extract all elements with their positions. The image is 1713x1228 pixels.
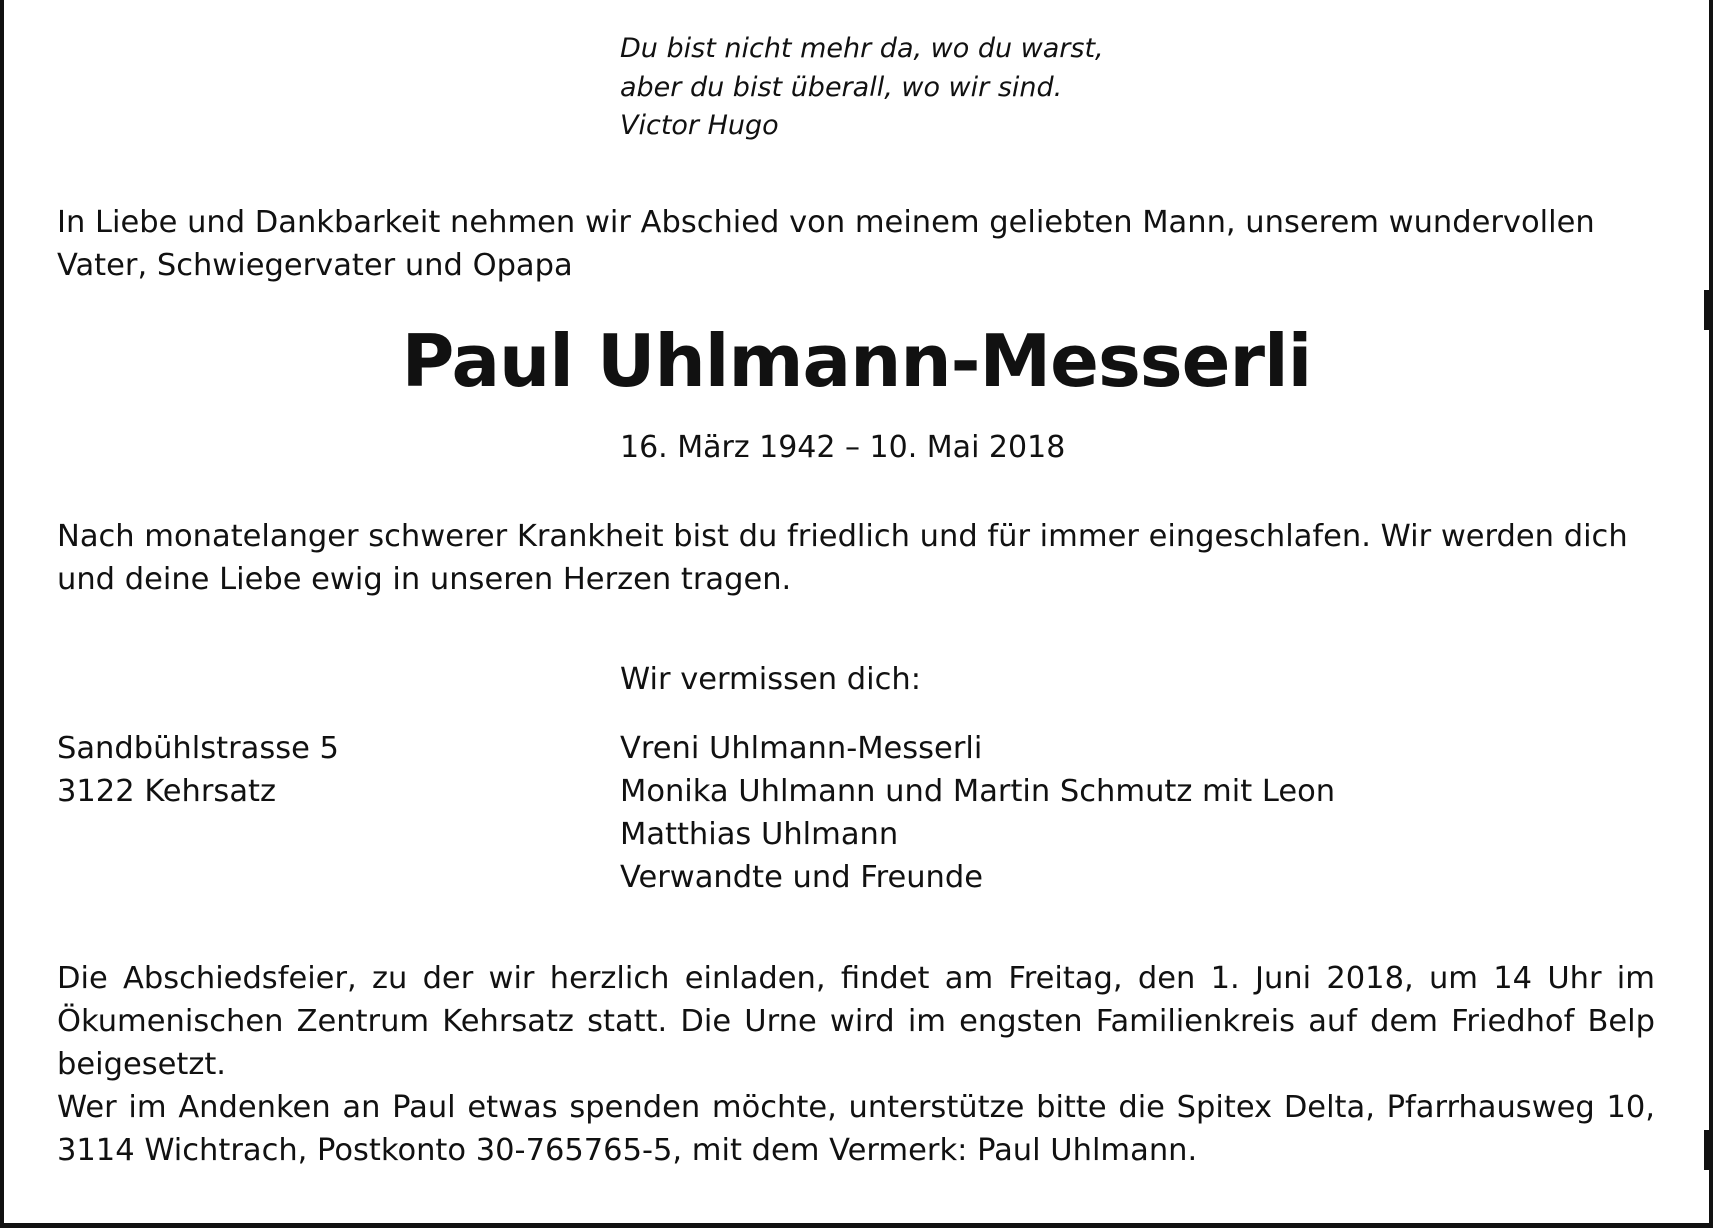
- quote-author: Victor Hugo: [620, 110, 779, 141]
- mourner-name: Monika Uhlmann und Martin Schmutz mit Leon: [620, 774, 1336, 809]
- mourner-name: Verwandte und Freunde: [620, 860, 984, 895]
- edge-mark: [1704, 1130, 1713, 1170]
- mourners-heading: Wir vermissen dich:: [620, 662, 921, 697]
- donation-text: Wer im Andenken an Paul etwas spenden möchte, unterstütze bitte die Spitex Delta, Pfarrhausweg 10, 3114 Wichtrach, Postkonto 30-765765-5, mit dem Vermerk: Paul Uhlmann.: [57, 1090, 1655, 1168]
- intro-text: In Liebe und Dankbarkeit nehmen wir Abschied von meinem geliebten Mann, unserem wundervollen Vater, Schwiegervater und Opapa: [57, 205, 1595, 283]
- life-dates: 16. März 1942 – 10. Mai 2018: [620, 430, 1066, 465]
- address-street: Sandbühlstrasse 5: [57, 731, 339, 766]
- mourners-list: [620, 727, 1335, 899]
- quote-line: aber du bist überall, wo wir sind.: [620, 71, 1063, 103]
- quote-line: Du bist nicht mehr da, wo du warst,: [620, 33, 1104, 64]
- mourner-name: Vreni Uhlmann-Messerli: [620, 731, 983, 766]
- deceased-name: Paul Uhlmann-Messerli: [401, 319, 1312, 403]
- mourner-name: Matthias Uhlmann: [620, 817, 899, 852]
- quote-block: [620, 30, 1104, 146]
- address-city: 3122 Kehrsatz: [57, 774, 276, 809]
- family-address: [57, 727, 339, 813]
- ceremony-text: Die Abschiedsfeier, zu der wir herzlich einladen, findet am Freitag, den 1. Juni 2018, um 14 Uhr im Ökumenischen Zentrum Kehrsatz statt. Die Urne wird im engsten Familienkreis auf dem Friedhof Belp beigesetzt.: [57, 961, 1655, 1082]
- illness-text: Nach monatelanger schwerer Krankheit bist du friedlich und für immer eingeschlafen. Wir werden dich und deine Liebe ewig in unseren Herzen tragen.: [57, 519, 1628, 597]
